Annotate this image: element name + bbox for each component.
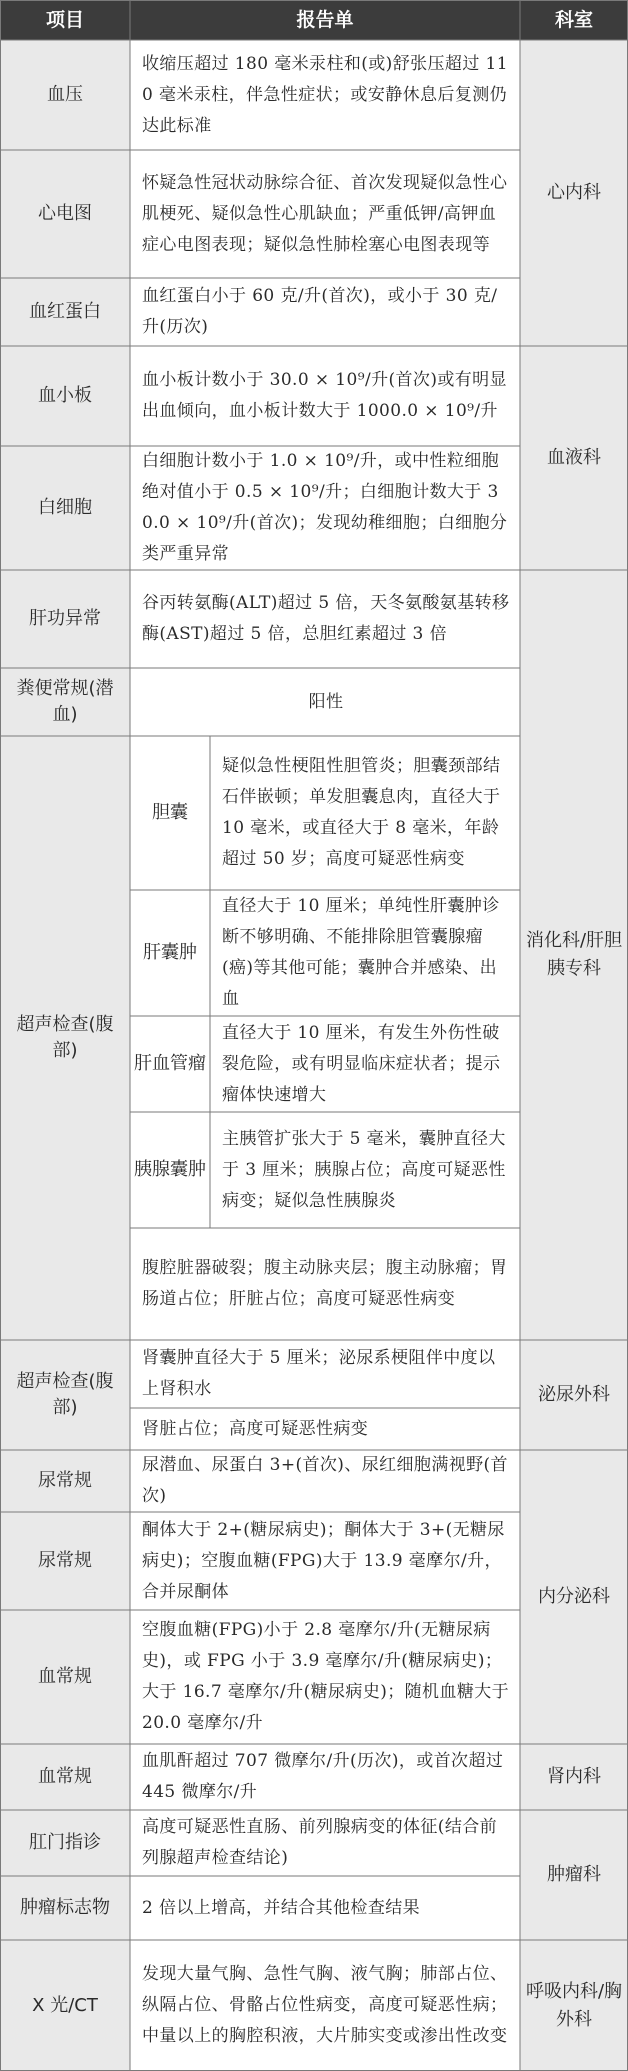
text-xray-ct: 发现大量气胸、急性气胸、液气胸；肺部占位、纵隔占位、骨骼占位性病变，高度可疑恶性病；中量以上的胸腔积液，大片肺实变或渗出性改变 [142,1964,508,2046]
text-kidney-cyst: 肾囊肿直径大于 5 厘米；泌尿系梗阻伴中度以上肾积水 [142,1348,496,1399]
item-ecg: 心电图 [38,203,92,224]
text-stool: 阳性 [308,691,344,712]
text-platelet: 血小板计数小于 30.0 × 10⁹/升(首次)或有明显出血倾向，血小板计数大于 1000.0 × 10⁹/升 [142,370,507,421]
item-blood-2: 血常规 [38,1766,92,1787]
item-blood-1: 血常规 [38,1666,92,1687]
sub-gallbladder: 胆囊 [152,802,188,823]
item-ultrasound: 超声检查(腹部) [16,1014,114,1061]
text-liver-cyst: 直径大于 10 厘米；单纯性肝囊肿诊断不够明确、不能排除胆管囊腺瘤(癌)等其他可能；囊肿合并感染、出血 [222,896,500,1009]
item-anal: 肛门指诊 [29,1832,101,1853]
text-wbc: 白细胞计数小于 1.0 × 10⁹/升，或中性粒细胞绝对值小于 0.5 × 10⁹/升；白细胞计数大于 30.0 × 10⁹/升(首次)；发现幼稚细胞；白细胞分类严重异常 [142,451,508,564]
item-wbc: 白细胞 [38,497,92,518]
dept-cardiology: 心内科 [547,182,601,203]
dept-oncology: 肿瘤科 [547,1864,601,1885]
text-liver: 谷丙转氨酶(ALT)超过 5 倍，天冬氨酸氨基转移酶(AST)超过 5 倍，总胆红素超过 3 倍 [142,593,510,644]
text-hemangioma: 直径大于 10 厘米，有发生外伤性破裂危险，或有明显临床症状者；提示瘤体快速增大 [222,1022,501,1105]
text-ultrasound-other: 腹腔脏器破裂；腹主动脉夹层；腹主动脉瘤；胃肠道占位；肝脏占位；高度可疑恶性病变 [142,1258,508,1309]
text-urine-2: 酮体大于 2+(糖尿病史)；酮体大于 3+(无糖尿病史)；空腹血糖(FPG)大于 13.9 毫摩尔/升，合并尿酮体 [142,1519,505,1602]
item-hemoglobin: 血红蛋白 [29,301,101,322]
text-hemoglobin: 血红蛋白小于 60 克/升(首次)，或小于 30 克/升(历次) [142,286,498,337]
text-urine-1: 尿潜血、尿蛋白 3+(首次)、尿红细胞满视野(首次) [142,1455,508,1506]
text-anal: 高度可疑恶性直肠、前列腺病变的体征(结合前列腺超声检查结论) [142,1817,498,1868]
text-pancreas-cyst: 主胰管扩张大于 5 毫米，囊肿直径大于 3 厘米；胰腺占位；高度可疑恶性病变；疑似急性胰腺炎 [222,1128,506,1211]
sub-liver-cyst: 肝囊肿 [143,942,197,963]
item-platelet: 血小板 [38,385,92,406]
text-tumor-marker: 2 倍以上增高，并结合其他检查结果 [142,1897,421,1918]
text-blood-1: 空腹血糖(FPG)小于 2.8 毫摩尔/升(无糖尿病史)，或 FPG 小于 3.9 毫摩尔/升(糖尿病史)；大于 16.7 毫摩尔/升(糖尿病史)；随机血糖大于 20.0 毫摩尔/升 [142,1620,510,1733]
item-tumor-marker: 肿瘤标志物 [20,1897,110,1918]
text-blood-pressure: 收缩压超过 180 毫米汞柱和(或)舒张压超过 110 毫米汞柱，伴急性症状；或安静休息后复测仍达此标准 [142,53,508,136]
dept-nephrology: 肾内科 [547,1766,601,1787]
item-ultrasound-2: 超声检查(腹部) [16,1371,114,1418]
dept-urology: 泌尿外科 [538,1384,610,1405]
item-xray-ct: X 光/CT [32,1994,98,2016]
text-ecg: 怀疑急性冠状动脉综合征、首次发现疑似急性心肌梗死、疑似急性心肌缺血；严重低钾/高钾血症心电图表现；疑似急性肺栓塞心电图表现等 [142,172,508,255]
dept-respiratory: 呼吸内科/胸外科 [525,1980,623,2030]
header-item: 项目 [45,8,84,31]
item-urine-2: 尿常规 [38,1550,92,1571]
item-liver: 肝功异常 [29,608,101,629]
dept-endocrine: 内分泌科 [538,1586,610,1607]
dept-hematology: 血液科 [547,447,601,468]
sub-hemangioma: 肝血管瘤 [134,1053,206,1074]
sub-pancreas-cyst: 胰腺囊肿 [134,1159,206,1180]
text-kidney-mass: 肾脏占位；高度可疑恶性病变 [142,1418,369,1439]
item-stool: 粪便常规(潜血) [16,678,114,725]
text-blood-2: 血肌酐超过 707 微摩尔/升(历次)，或首次超过 445 微摩尔/升 [142,1751,504,1802]
dept-gastro: 消化科/肝胆胰专科 [525,930,623,979]
header-report: 报告单 [296,8,354,31]
text-gallbladder: 疑似急性梗阻性胆管炎；胆囊颈部结石伴嵌顿；单发胆囊息肉，直径大于 10 毫米，或直径大于 8 毫米，年龄超过 50 岁；高度可疑恶性病变 [222,756,501,869]
item-blood-pressure: 血压 [47,84,83,105]
header-dept: 科室 [554,8,593,31]
item-urine-1: 尿常规 [38,1470,92,1491]
